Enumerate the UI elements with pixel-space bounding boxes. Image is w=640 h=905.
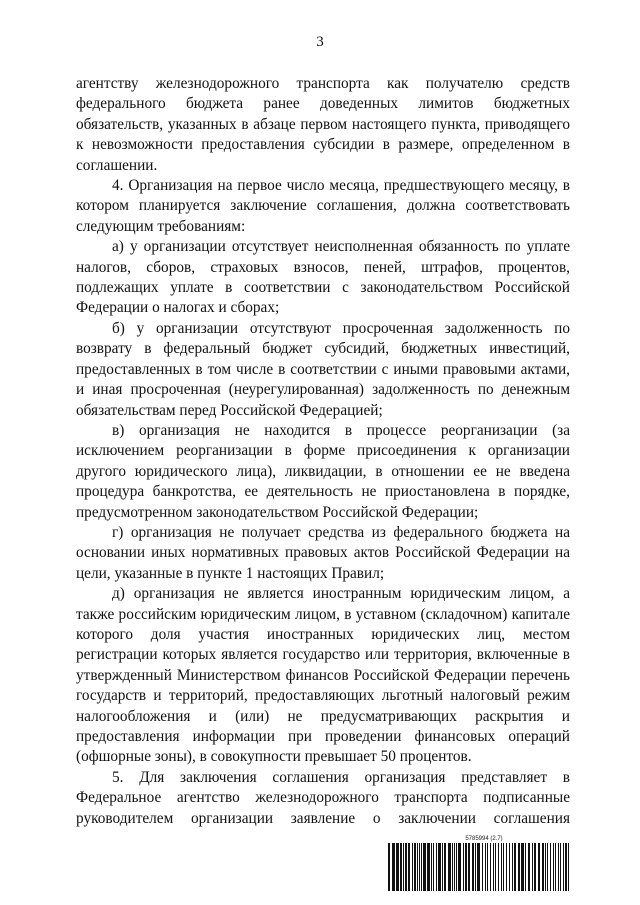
paragraph-item-4: 4. Организация на первое число месяца, предшествующего месяцу, в котором планируется заключение соглашения, должна соответствовать следующим требованиям: [76, 177, 570, 235]
paragraph-item-4a: а) у организации отсутствует неисполненная обязанность по уплате налогов, сборов, страховых взносов, пеней, штрафов, процентов, подлежащих уплате в соответствии с законодательством Российской Федерации о налогах и сборах; [76, 238, 570, 317]
page-number: 3 [316, 34, 324, 50]
paragraph-item-4v: в) организация не находится в процессе реорганизации (за исключением реорганизации в форме присоединения к организации другого юридического лица), ликвидации, в отношении ее не введена процедура банкротства, ее деятельность не приостановлена в порядке, предусмотренном законодательством Российской Федерации; [76, 421, 570, 521]
document-body [76, 74, 570, 829]
barcode-icon [388, 843, 570, 891]
paragraph-item-4g: г) организация не получает средства из федерального бюджета на основании иных нормативных правовых актов Российской Федерации на цели, указанные в пункте 1 настоящих Правил; [76, 523, 570, 582]
paragraph-continuation: агентству железнодорожного транспорта как получателю средств федерального бюджета ранее доведенных лимитов бюджетных обязательств, указанных в абзаце первом настоящего пункта, приводящего к невозможности предоставления субсидии в размере, определенном в соглашении. [76, 75, 570, 174]
barcode-block [388, 836, 570, 891]
barcode-code: 5785994 (2.7) [465, 836, 503, 842]
paragraph-item-4b: б) у организации отсутствуют просроченная задолженность по возврату в федеральный бюджет субсидий, бюджетных инвестиций, предоставленных в том числе в соответствии с иными правовыми актами, и иная просроченная (неурегулированная) задолженность по денежным обязательствам перед Российской Федерацией; [76, 319, 570, 419]
paragraph-item-5: 5. Для заключения соглашения организация представляет в Федеральное агентство железнодорожного транспорта подписанные руководителем организации заявление о заключении соглашения [76, 768, 570, 827]
paragraph-item-4d: д) организация не является иностранным юридическим лицом, а также российским юридическим лицом, в уставном (складочном) капитале которого доля участия иностранных юридических лиц, местом регистрации которых является государство или территория, включенные в утвержденный Министерством финансов Российской Федерации перечень государств и территорий, предоставляющих льготный налоговый режим налогообложения и (или) не предусматривающих раскрытия и предоставления информации при проведении финансовых операций (офшорные зоны), в совокупности превышает 50 процентов. [76, 585, 570, 766]
